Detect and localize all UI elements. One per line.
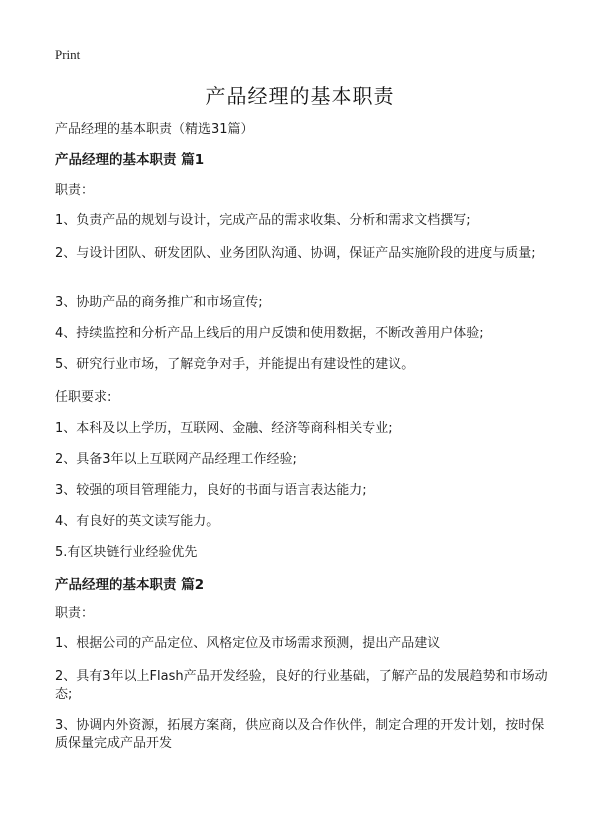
- section-1-requirement-3: 3、较强的项目管理能力，良好的书面与语言表达能力;: [55, 483, 367, 498]
- section-1-duty-2: 2、与设计团队、研发团队、业务团队沟通、协调，保证产品实施阶段的进度与质量;: [55, 246, 536, 261]
- section-1-requirement-4: 4、有良好的英文读写能力。: [55, 514, 220, 529]
- print-label: Print: [55, 47, 81, 62]
- section-1-duty-3: 3、协助产品的商务推广和市场宣传;: [55, 295, 263, 310]
- section-1-requirement-5: 5.有区块链行业经验优先: [55, 545, 198, 560]
- section-1-duty-1: 1、负责产品的规划与设计，完成产品的需求收集、分析和需求文档撰写;: [55, 213, 471, 228]
- section-1-heading: 产品经理的基本职责 篇1: [55, 152, 205, 168]
- section-1-requirement-2: 2、具备3年以上互联网产品经理工作经验;: [55, 452, 297, 467]
- section-2-duty-2: 2、具有3年以上Flash产品开发经验，良好的行业基础，了解产品的发展趋势和市场动态;: [55, 669, 548, 702]
- section-2-heading: 产品经理的基本职责 篇2: [55, 577, 205, 593]
- section-2-duties-label: 职责：: [55, 606, 95, 621]
- section-2-duty-1: 1、根据公司的产品定位、风格定位及市场需求预测，提出产品建议: [55, 636, 441, 651]
- document-title: 产品经理的基本职责: [205, 84, 395, 108]
- section-1-requirements-label: 任职要求:: [55, 390, 112, 405]
- section-1-requirement-1: 1、本科及以上学历，互联网、金融、经济等商科相关专业;: [55, 421, 393, 436]
- section-2-duty-3: 3、协调内外资源，拓展方案商，供应商以及合作伙伴，制定合理的开发计划，按时保质保量完成产品开发: [55, 718, 545, 751]
- section-1-duty-4: 4、持续监控和分析产品上线后的用户反馈和使用数据，不断改善用户体验;: [55, 326, 484, 341]
- section-1-duties-label: 职责：: [55, 183, 95, 198]
- document-subtitle: 产品经理的基本职责（精选31篇）: [55, 122, 254, 137]
- section-1-duty-5: 5、研究行业市场，了解竞争对手，并能提出有建设性的建议。: [55, 357, 415, 372]
